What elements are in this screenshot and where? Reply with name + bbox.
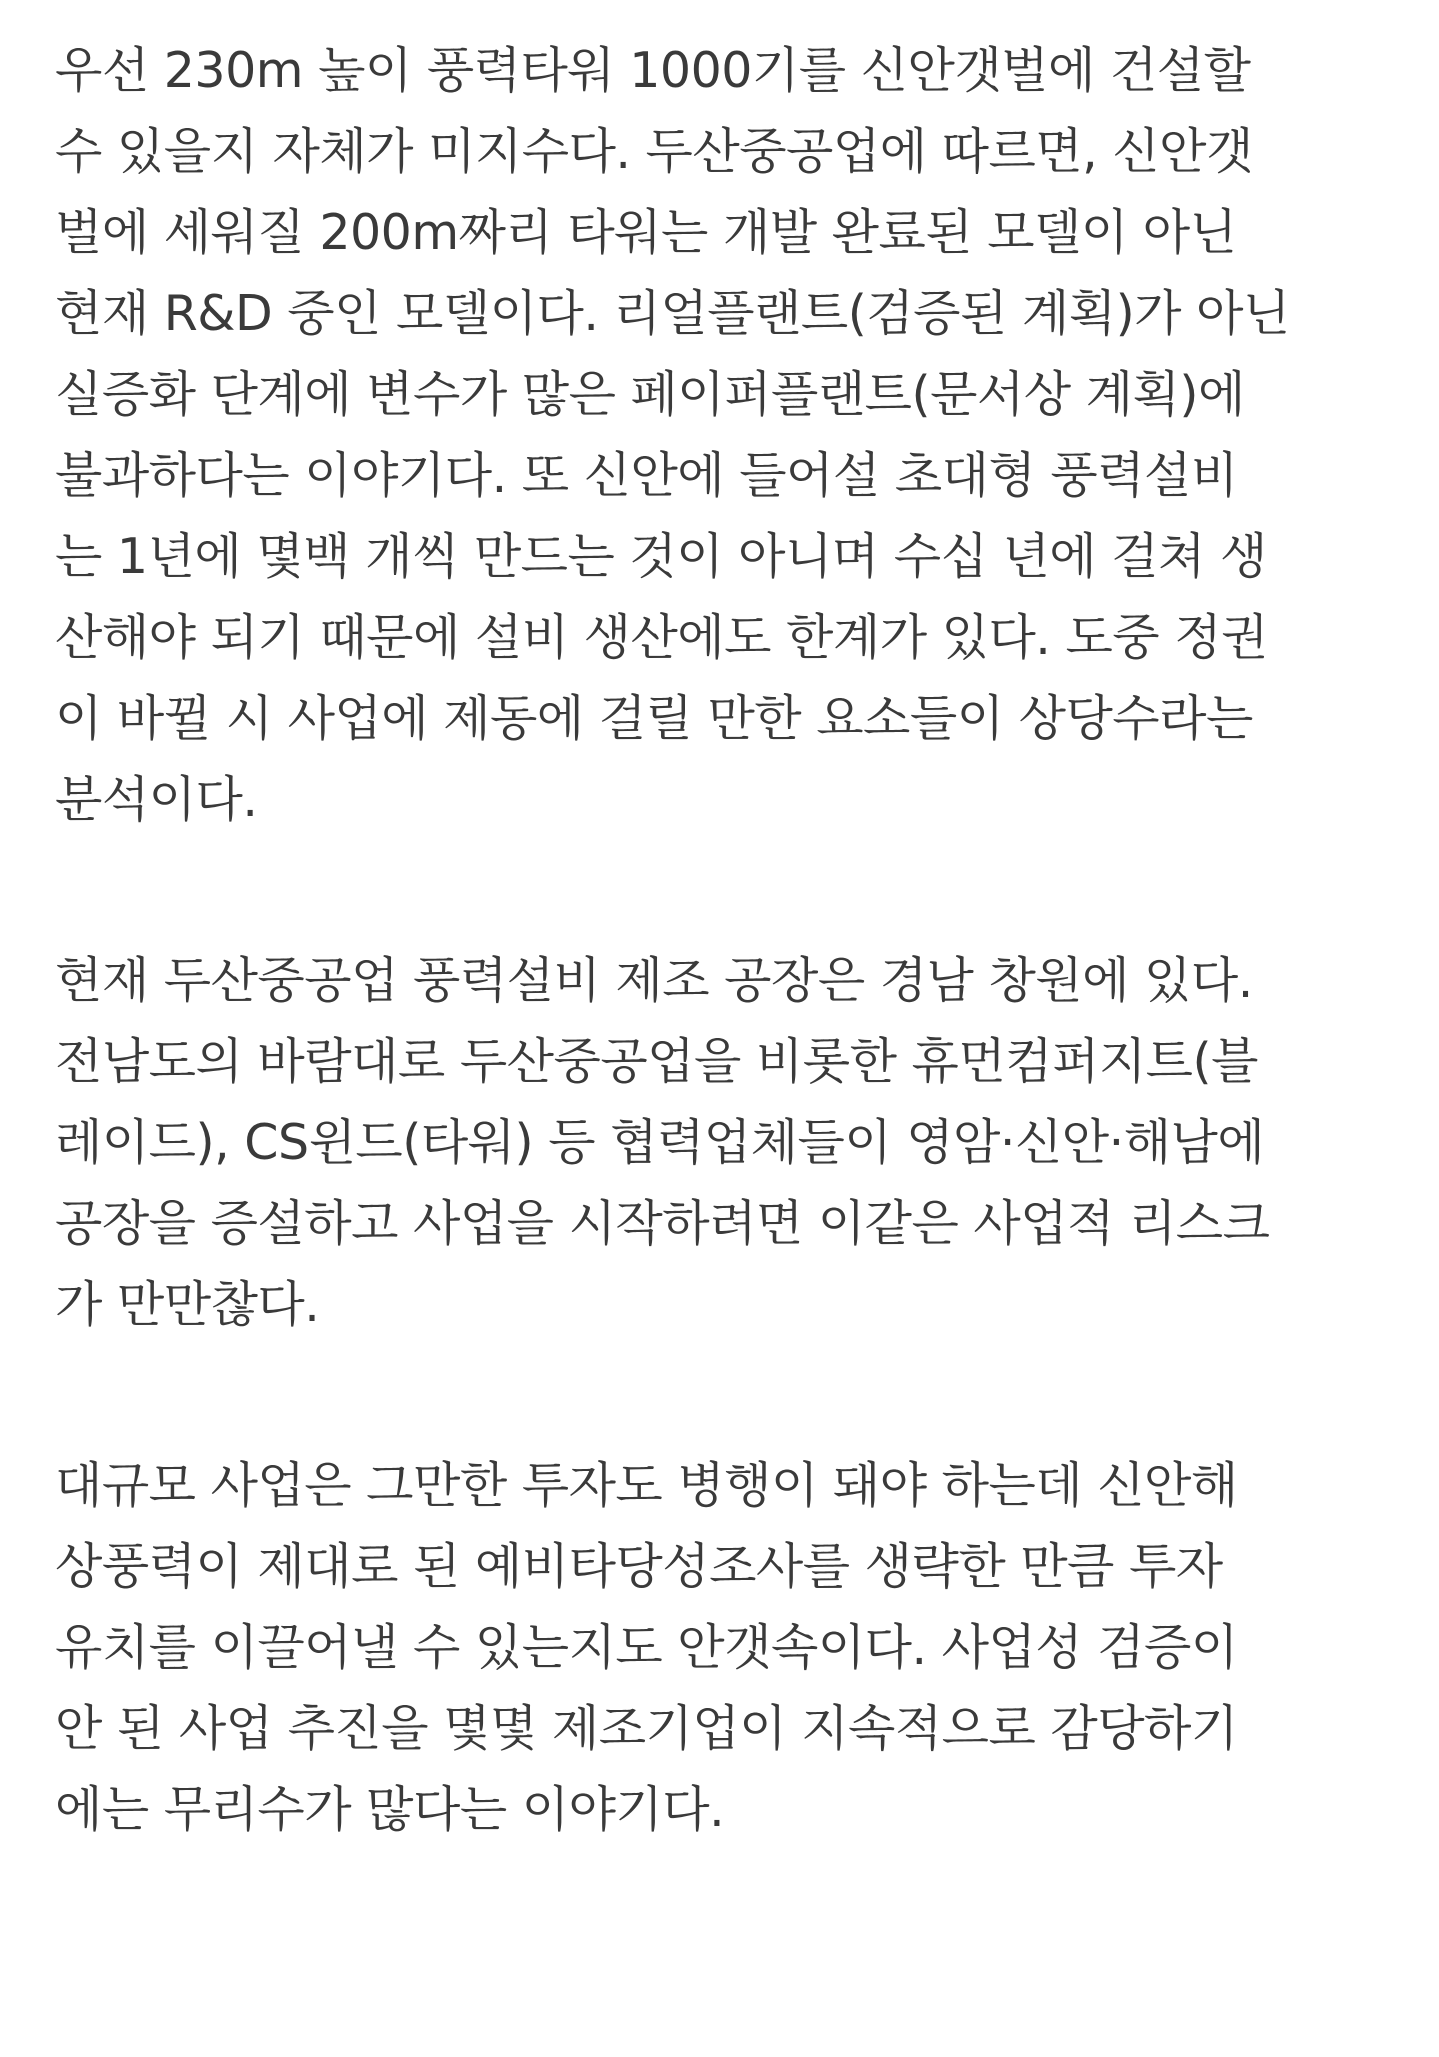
text-line: 실증화 단계에 변수가 많은 페이퍼플랜트(문서상 계획)에 — [55, 366, 1245, 423]
text-line: 산해야 되기 때문에 설비 생산에도 한계가 있다. 도중 정권 — [55, 609, 1268, 666]
text-line: 분석이다. — [55, 771, 258, 828]
text-line: 이 바뀔 시 사업에 제동에 걸릴 만한 요소들이 상당수라는 — [55, 690, 1253, 747]
paragraph-gap — [55, 1345, 1415, 1445]
text-line: 대규모 사업은 그만한 투자도 병행이 돼야 하는데 신안해 — [55, 1457, 1238, 1514]
text-line: 에는 무리수가 많다는 이야기다. — [55, 1781, 725, 1838]
text-line: 상풍력이 제대로 된 예비타당성조사를 생략한 만큼 투자 — [55, 1538, 1223, 1595]
text-line: 현재 R&D 중인 모델이다. 리얼플랜트(검증된 계획)가 아닌 — [55, 285, 1290, 342]
text-line: 벌에 세워질 200m짜리 타워는 개발 완료된 모델이 아닌 — [55, 204, 1237, 261]
text-line: 가 만만찮다. — [55, 1276, 320, 1333]
text-line: 불과하다는 이야기다. 또 신안에 들어설 초대형 풍력설비 — [55, 447, 1238, 504]
text-line: 공장을 증설하고 사업을 시작하려면 이같은 사업적 리스크 — [55, 1195, 1270, 1252]
article-body — [55, 30, 1415, 1850]
paragraph-3 — [55, 1445, 1415, 1850]
text-line: 유치를 이끌어낼 수 있는지도 안갯속이다. 사업성 검증이 — [55, 1619, 1238, 1676]
text-line: 전남도의 바람대로 두산중공업을 비롯한 휴먼컴퍼지트(블 — [55, 1033, 1258, 1090]
text-line: 는 1년에 몇백 개씩 만드는 것이 아니며 수십 년에 걸쳐 생 — [55, 528, 1267, 585]
paragraph-gap — [55, 840, 1415, 940]
paragraph-2 — [55, 940, 1415, 1345]
text-line: 현재 두산중공업 풍력설비 제조 공장은 경남 창원에 있다. — [55, 952, 1253, 1009]
text-line: 수 있을지 자체가 미지수다. 두산중공업에 따르면, 신안갯 — [55, 123, 1253, 180]
paragraph-1 — [55, 30, 1415, 840]
text-line: 레이드), CS윈드(타워) 등 협력업체들이 영암·신안·해남에 — [55, 1114, 1265, 1171]
text-line: 안 된 사업 추진을 몇몇 제조기업이 지속적으로 감당하기 — [55, 1700, 1238, 1757]
text-line: 우선 230m 높이 풍력타워 1000기를 신안갯벌에 건설할 — [55, 42, 1251, 99]
